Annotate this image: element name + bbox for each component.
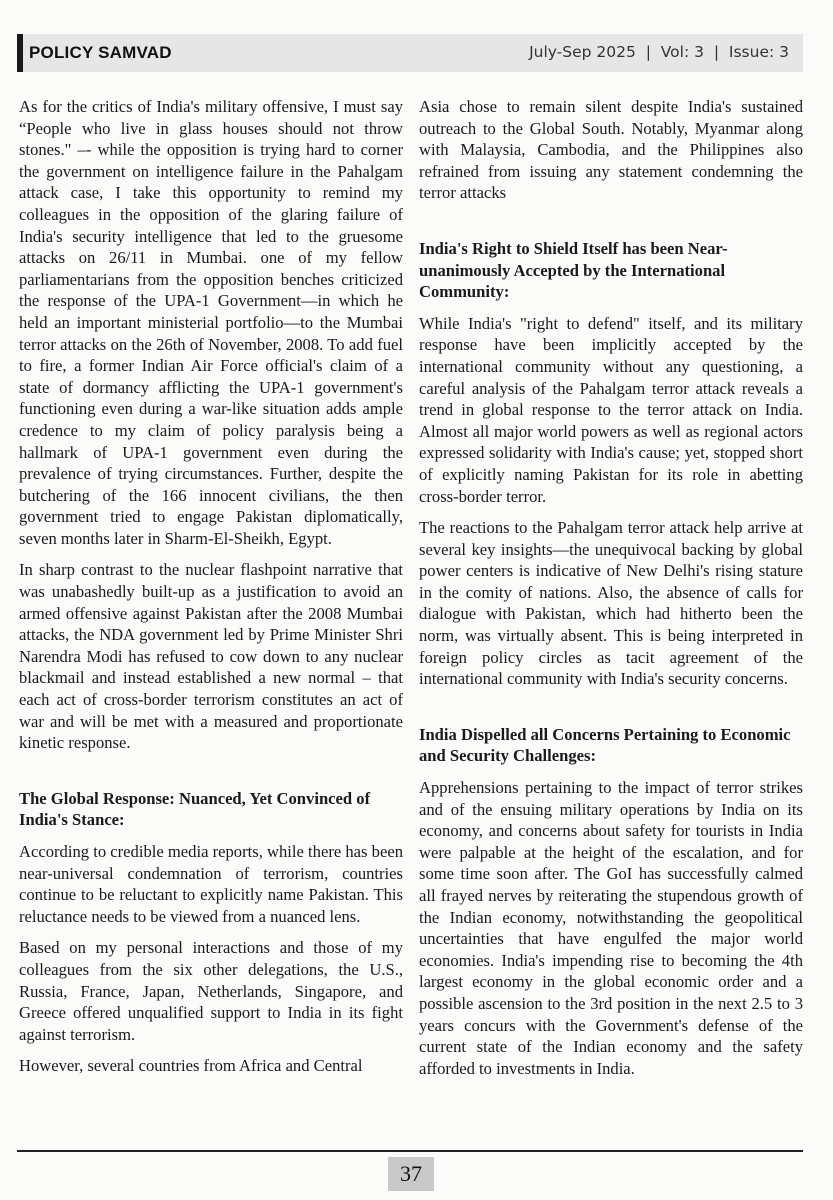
footer-rule bbox=[17, 1150, 803, 1152]
section-heading: The Global Response: Nuanced, Yet Convinced of India's Stance: bbox=[19, 788, 371, 830]
section-heading: India Dispelled all Concerns Pertaining to Economic and Security Challenges: bbox=[419, 724, 791, 766]
page-number: 37 bbox=[388, 1157, 434, 1191]
paragraph: While India's "right to defend" itself, and its military response have been implicitly accepted by the international community without any questioning, a careful analysis of the Pahalgam terror attack reveals a trend in global response to the terror attack on India. Almost all major world powers as well as regional actors expressed solidarity with India's cause; yet, stopped short of explicitly naming Pakistan for its role in abetting cross-border terror. bbox=[419, 313, 803, 506]
paragraph: According to credible media reports, while there has been near-universal condemnation of terrorism, countries continue to be reluctant to explicitly name Pakistan. This reluctance needs to be viewed from a nuanced lens. bbox=[19, 842, 403, 926]
right-column bbox=[419, 96, 803, 1089]
publication-title: POLICY SAMVAD bbox=[29, 43, 172, 62]
page-header bbox=[17, 34, 803, 72]
paragraph: Asia chose to remain silent despite India's sustained outreach to the Global South. Notably, Myanmar along with Malaysia, Cambodia, and the Philippines also refrained from issuing any statement condemning the terror attacks bbox=[419, 97, 803, 203]
issue-info: July-Sep 2025 | Vol: 3 | Issue: 3 bbox=[529, 43, 789, 61]
paragraph: Apprehensions pertaining to the impact of terror strikes and of the ensuing military operations by India on its economy, and concerns about safety for tourists in India were palpable at the height of the escalation, and for some time soon after. The GoI has successfully calmed all frayed nerves by reiterating the stupendous growth of the Indian economy, notwithstanding the geopolitical uncertainties that have engulfed the major world economies. India's impending rise to becoming the 4th largest economy in the global economic order and a possible ascension to the 3rd position in the next 2.5 to 3 years concurs with the Government's defense of the current state of the Indian economy and the safety afforded to investments in India. bbox=[419, 778, 803, 1078]
paragraph: In sharp contrast to the nuclear flashpoint narrative that was unabashedly built-up as a justification to avoid an armed offensive against Pakistan after the 2008 Mumbai attacks, the NDA government led by Prime Minister Shri Narendra Modi has refused to cow down to any nuclear blackmail and instead established a new normal – that each act of cross-border terrorism constitutes an act of war and will be met with a measured and proportionate kinetic response. bbox=[19, 560, 403, 753]
paragraph: As for the critics of India's military offensive, I must say “People who live in glass houses should not throw stones." –- while the opposition is trying hard to corner the government on intelligence failure in the Pahalgam attack case, I take this opportunity to remind my colleagues in the opposition of the glaring failure of India's security intelligence that led to the gruesome attacks on 26/11 in Mumbai. one of my fellow parliamentarians from the opposition benches criticized the response of the UPA-1 Government—in which he held an important ministerial portfolio—to the Mumbai terror attacks on the 26th of November, 2008. To add fuel to fire, a former Indian Air Force official's claim of a state of dormancy afflicting the UPA-1 government's functioning even during a war-like situation adds ample credence to my claim of policy paralysis being a hallmark of UPA-1 government even during the prevalence of trying circumstances. Further, despite the butchering of the 166 innocent civilians, the then government tried to engage Pakistan diplomatically, seven months later in Sharm-El-Sheikh, Egypt. bbox=[19, 97, 403, 548]
paragraph: Based on my personal interactions and those of my colleagues from the six other delegations, the U.S., Russia, France, Japan, Netherlands, Singapore, and Greece offered unqualified support to India in its fight against terrorism. bbox=[19, 938, 403, 1044]
section-heading: India's Right to Shield Itself has been Near-unanimously Accepted by the International Community: bbox=[419, 238, 728, 302]
left-column bbox=[19, 96, 403, 1087]
paragraph: However, several countries from Africa and Central bbox=[19, 1056, 363, 1076]
paragraph: The reactions to the Pahalgam terror attack help arrive at several key insights—the unequivocal backing by global power centers is indicative of New Delhi's rising stature in the comity of nations. Also, the absence of calls for dialogue with Pakistan, which had hitherto been the norm, was virtually absent. This is being interpreted in foreign policy circles as tacit agreement of the international community with India's security concerns. bbox=[419, 518, 803, 689]
header-accent-bar bbox=[17, 34, 23, 72]
